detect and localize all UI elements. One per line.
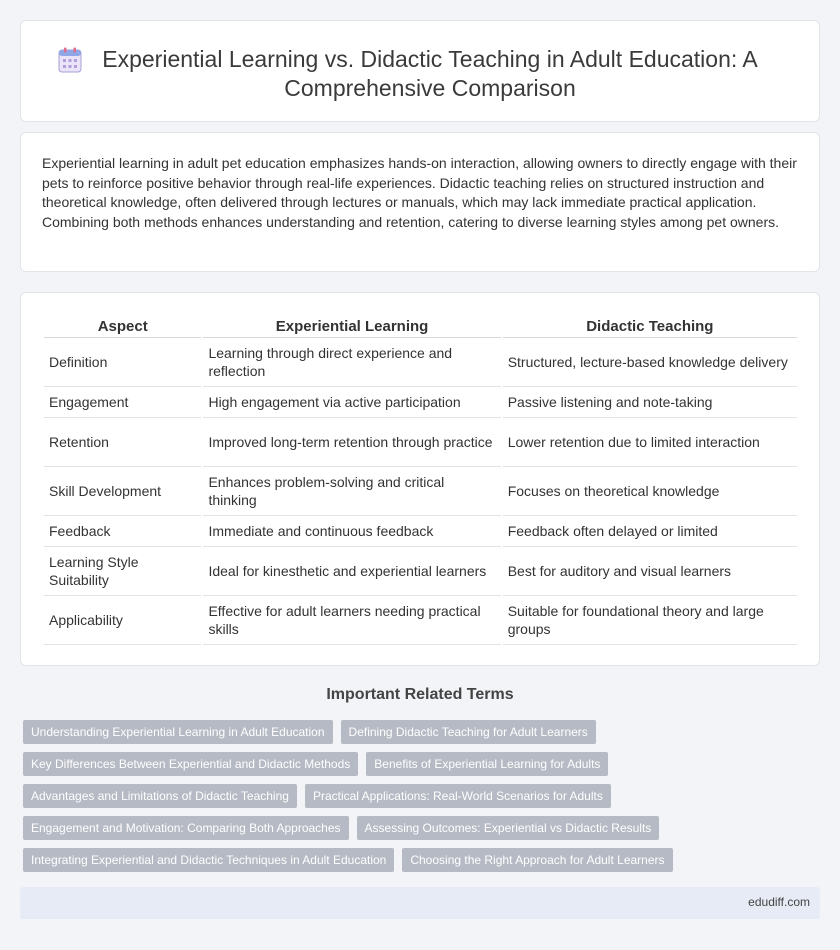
table-cell: Effective for adult learners needing practical skills — [203, 596, 500, 645]
comparison-table — [42, 314, 799, 645]
table-row — [44, 467, 797, 516]
table-row — [44, 418, 797, 467]
table-row — [44, 596, 797, 645]
table-row — [44, 338, 797, 387]
related-term-link[interactable]: Assessing Outcomes: Experiential vs Didactic Results — [357, 816, 660, 840]
column-header: Didactic Teaching — [503, 314, 797, 338]
table-cell: Applicability — [44, 596, 201, 645]
intro-paragraph: Experiential learning in adult pet education emphasizes hands-on interaction, allowing owners to directly engage with their pets to reinforce positive behavior through real-life experiences. Didactic teaching relies on structured instruction and theoretical knowledge, often delivered through lectures or manuals, which may lack immediate practical application. Combining both methods enhances understanding and retention, catering to diverse learning styles among pet owners. — [42, 155, 797, 230]
table-cell: High engagement via active participation — [203, 387, 500, 418]
table-cell: Passive listening and note-taking — [503, 387, 797, 418]
related-term-link[interactable]: Integrating Experiential and Didactic Techniques in Adult Education — [23, 848, 394, 872]
footer — [20, 887, 820, 919]
related-terms-heading: Important Related Terms — [326, 686, 514, 703]
table-cell: Ideal for kinesthetic and experiential learners — [203, 547, 500, 596]
related-term-link[interactable]: Advantages and Limitations of Didactic Teaching — [23, 784, 297, 808]
table-row — [44, 547, 797, 596]
table-cell: Definition — [44, 338, 201, 387]
table-header-row — [44, 314, 797, 338]
table-cell: Lower retention due to limited interaction — [503, 418, 797, 467]
table-row — [44, 516, 797, 547]
table-cell: Focuses on theoretical knowledge — [503, 467, 797, 516]
table-cell: Enhances problem-solving and critical thinking — [203, 467, 500, 516]
table-cell: Skill Development — [44, 467, 201, 516]
footer-site-link[interactable]: edudiff.com — [748, 895, 810, 909]
table-cell: Retention — [44, 418, 201, 467]
related-terms-list — [23, 720, 813, 880]
related-term-link[interactable]: Choosing the Right Approach for Adult Learners — [402, 848, 672, 872]
table-row — [44, 387, 797, 418]
header-card — [20, 20, 820, 122]
related-term-link[interactable]: Benefits of Experiential Learning for Adults — [366, 752, 608, 776]
table-cell: Engagement — [44, 387, 201, 418]
related-term-link[interactable]: Key Differences Between Experiential and Didactic Methods — [23, 752, 358, 776]
table-cell: Feedback often delayed or limited — [503, 516, 797, 547]
table-cell: Structured, lecture-based knowledge delivery — [503, 338, 797, 387]
comparison-table-card — [20, 292, 820, 666]
column-header: Aspect — [44, 314, 201, 338]
related-term-link[interactable]: Understanding Experiential Learning in Adult Education — [23, 720, 333, 744]
column-header: Experiential Learning — [203, 314, 500, 338]
related-term-link[interactable]: Practical Applications: Real-World Scenarios for Adults — [305, 784, 611, 808]
table-cell: Best for auditory and visual learners — [503, 547, 797, 596]
related-term-link[interactable]: Defining Didactic Teaching for Adult Learners — [341, 720, 596, 744]
table-cell: Learning through direct experience and reflection — [203, 338, 500, 387]
table-cell: Feedback — [44, 516, 201, 547]
table-cell: Improved long-term retention through practice — [203, 418, 500, 467]
related-term-link[interactable]: Engagement and Motivation: Comparing Both Approaches — [23, 816, 349, 840]
page-title: Experiential Learning vs. Didactic Teaching in Adult Education: A Comprehensive Comparison — [102, 46, 758, 101]
intro-card — [20, 132, 820, 272]
table-cell: Immediate and continuous feedback — [203, 516, 500, 547]
table-cell: Learning Style Suitability — [44, 547, 201, 596]
table-cell: Suitable for foundational theory and large groups — [503, 596, 797, 645]
